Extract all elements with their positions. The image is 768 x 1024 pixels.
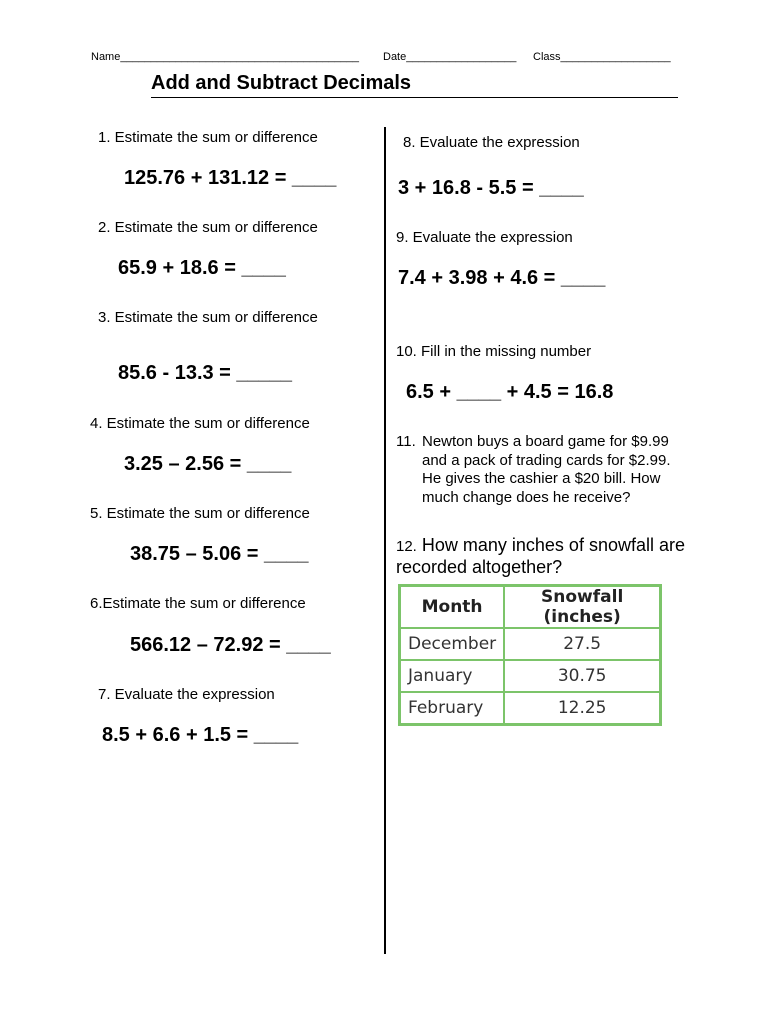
- month-cell: December: [400, 628, 505, 660]
- question-10-prompt: 10. Fill in the missing number: [396, 343, 592, 360]
- question-8-equation[interactable]: 3 + 16.8 - 5.5 = ____: [398, 177, 584, 199]
- table-row: [400, 692, 661, 725]
- question-12-prompt: How many inches of snowfall are recorded altogether?: [396, 535, 685, 577]
- snowfall-cell: 30.75: [504, 660, 661, 692]
- question-3-equation[interactable]: 85.6 - 13.3 = _____: [118, 362, 293, 384]
- question-8-prompt: 8. Evaluate the expression: [403, 134, 580, 151]
- snowfall-cell: 27.5: [504, 628, 661, 660]
- question-7-prompt: 7. Evaluate the expression: [98, 686, 275, 703]
- table-header-row: [400, 586, 661, 629]
- table-row: [400, 660, 661, 692]
- question-2-equation[interactable]: 65.9 + 18.6 = ____: [118, 257, 286, 279]
- question-12-text: [396, 535, 696, 578]
- month-cell: January: [400, 660, 505, 692]
- page-title: Add and Subtract Decimals: [151, 72, 412, 94]
- question-1-prompt: 1. Estimate the sum or difference: [98, 129, 318, 146]
- question-11-text: Newton buys a board game for $9.99 and a pack of trading cards for $2.99. He gives the cashier a $20 bill. How much change does he receive?: [422, 433, 671, 506]
- question-11-number: 11.: [396, 433, 416, 450]
- class-field[interactable]: Class__________________: [533, 51, 671, 63]
- question-3-prompt: 3. Estimate the sum or difference: [98, 309, 318, 326]
- question-6-equation[interactable]: 566.12 – 72.92 = ____: [130, 634, 331, 656]
- question-4-equation[interactable]: 3.25 – 2.56 = ____: [124, 453, 292, 475]
- question-6-prompt: 6.Estimate the sum or difference: [90, 595, 306, 612]
- date-field[interactable]: Date__________________: [383, 51, 517, 63]
- column-header-month: Month: [400, 586, 505, 629]
- question-2-prompt: 2. Estimate the sum or difference: [98, 219, 318, 236]
- question-9-prompt: 9. Evaluate the expression: [396, 229, 573, 246]
- question-5-prompt: 5. Estimate the sum or difference: [90, 505, 310, 522]
- question-9-equation[interactable]: 7.4 + 3.98 + 4.6 = ____: [398, 267, 606, 289]
- question-5-equation[interactable]: 38.75 – 5.06 = ____: [130, 543, 309, 565]
- table-row: [400, 628, 661, 660]
- column-header-snowfall: Snowfall (inches): [504, 586, 661, 629]
- month-cell: February: [400, 692, 505, 725]
- question-12-number: 12.: [396, 538, 417, 555]
- snowfall-table: [398, 584, 662, 726]
- question-4-prompt: 4. Estimate the sum or difference: [90, 415, 310, 432]
- question-7-equation[interactable]: 8.5 + 6.6 + 1.5 = ____: [102, 724, 299, 746]
- snowfall-cell: 12.25: [504, 692, 661, 725]
- question-1-equation[interactable]: 125.76 + 131.12 = ____: [124, 167, 337, 189]
- title-underline: [151, 97, 678, 98]
- question-10-equation[interactable]: 6.5 + ____ + 4.5 = 16.8: [406, 381, 614, 403]
- column-divider: [384, 127, 386, 954]
- name-field[interactable]: Name_______________________________________: [91, 51, 359, 63]
